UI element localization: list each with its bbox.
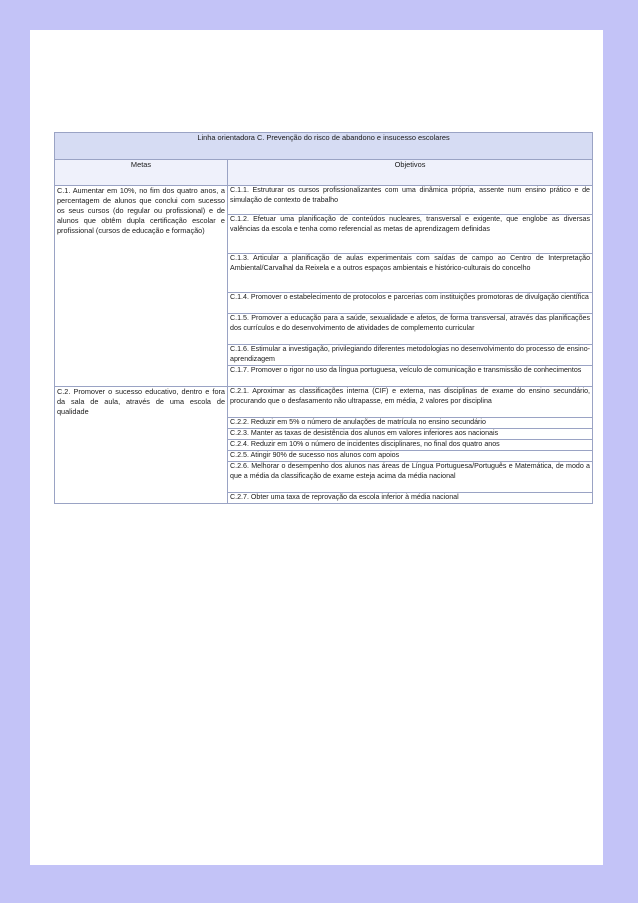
objetivo-c2-4: C.2.4. Reduzir em 10% o número de incidentes disciplinares, no final dos quatro anos bbox=[228, 440, 593, 451]
table-row bbox=[55, 387, 593, 418]
header-metas: Metas bbox=[55, 160, 228, 186]
objetivo-c1-6: C.1.6. Estimular a investigação, privilegiando diferentes metodologias no desenvolvimento do processo de ensino-aprendizagem bbox=[228, 345, 593, 366]
objectives-table bbox=[54, 132, 593, 504]
objetivo-c1-1: C.1.1. Estruturar os cursos profissionalizantes com uma dinâmica própria, assente num ensino prático e de simulação de contexto de trabalho bbox=[228, 186, 593, 215]
table-row bbox=[55, 186, 593, 215]
meta-c1: C.1. Aumentar em 10%, no fim dos quatro anos, a percentagem de alunos que conclui com sucesso os seus cursos (do regular ou profissional) e de alunos que obtêm dupla certificação escolar e profissional (cursos de educação e formação) bbox=[55, 186, 228, 387]
objetivo-c1-7: C.1.7. Promover o rigor no uso da língua portuguesa, veículo de comunicação e transmissão de conhecimentos bbox=[228, 366, 593, 387]
meta-c2: C.2. Promover o sucesso educativo, dentro e fora da sala de aula, através de uma escola de qualidade bbox=[55, 387, 228, 504]
header-objetivos: Objetivos bbox=[228, 160, 593, 186]
objetivo-c2-1: C.2.1. Aproximar as classificações interna (CIF) e externa, nas disciplinas de exame do ensino secundário, procurando que o desfasamento não ultrapasse, em média, 2 valores por disciplina bbox=[228, 387, 593, 418]
objetivo-c1-3: C.1.3. Articular a planificação de aulas experimentais com saídas de campo ao Centro de Interpretação Ambiental/Carvalhal da Reixela e a outros espaços ambientais e histórico-culturais do concelho bbox=[228, 254, 593, 293]
objetivo-c1-4: C.1.4. Promover o estabelecimento de protocolos e parcerias com instituições promotoras de divulgação científica bbox=[228, 293, 593, 314]
objetivo-c2-3: C.2.3. Manter as taxas de desistência dos alunos em valores inferiores aos nacionais bbox=[228, 429, 593, 440]
objetivo-c2-6: C.2.6. Melhorar o desempenho dos alunos nas áreas de Língua Portuguesa/Português e Matemática, de modo a que a média da classificação de exame esteja acima da média nacional bbox=[228, 462, 593, 493]
objetivo-c2-7: C.2.7. Obter uma taxa de reprovação da escola inferior à média nacional bbox=[228, 493, 593, 504]
table-title-row bbox=[55, 133, 593, 160]
table-header-row bbox=[55, 160, 593, 186]
objetivo-c1-5: C.1.5. Promover a educação para a saúde, sexualidade e afetos, de forma transversal, através das planificações dos currículos e do desenvolvimento de atividades de complemento curricular bbox=[228, 314, 593, 345]
objetivo-c2-5: C.2.5. Atingir 90% de sucesso nos alunos com apoios bbox=[228, 451, 593, 462]
objetivo-c2-2: C.2.2. Reduzir em 5% o número de anulações de matrícula no ensino secundário bbox=[228, 418, 593, 429]
table-title: Linha orientadora C. Prevenção do risco de abandono e insucesso escolares bbox=[55, 133, 593, 160]
objetivo-c1-2: C.1.2. Efetuar uma planificação de conteúdos nucleares, transversal e exigente, que englobe as diversas valências da escola e tenha como referencial as metas de aprendizagem definidas bbox=[228, 215, 593, 254]
document-page bbox=[30, 30, 603, 865]
